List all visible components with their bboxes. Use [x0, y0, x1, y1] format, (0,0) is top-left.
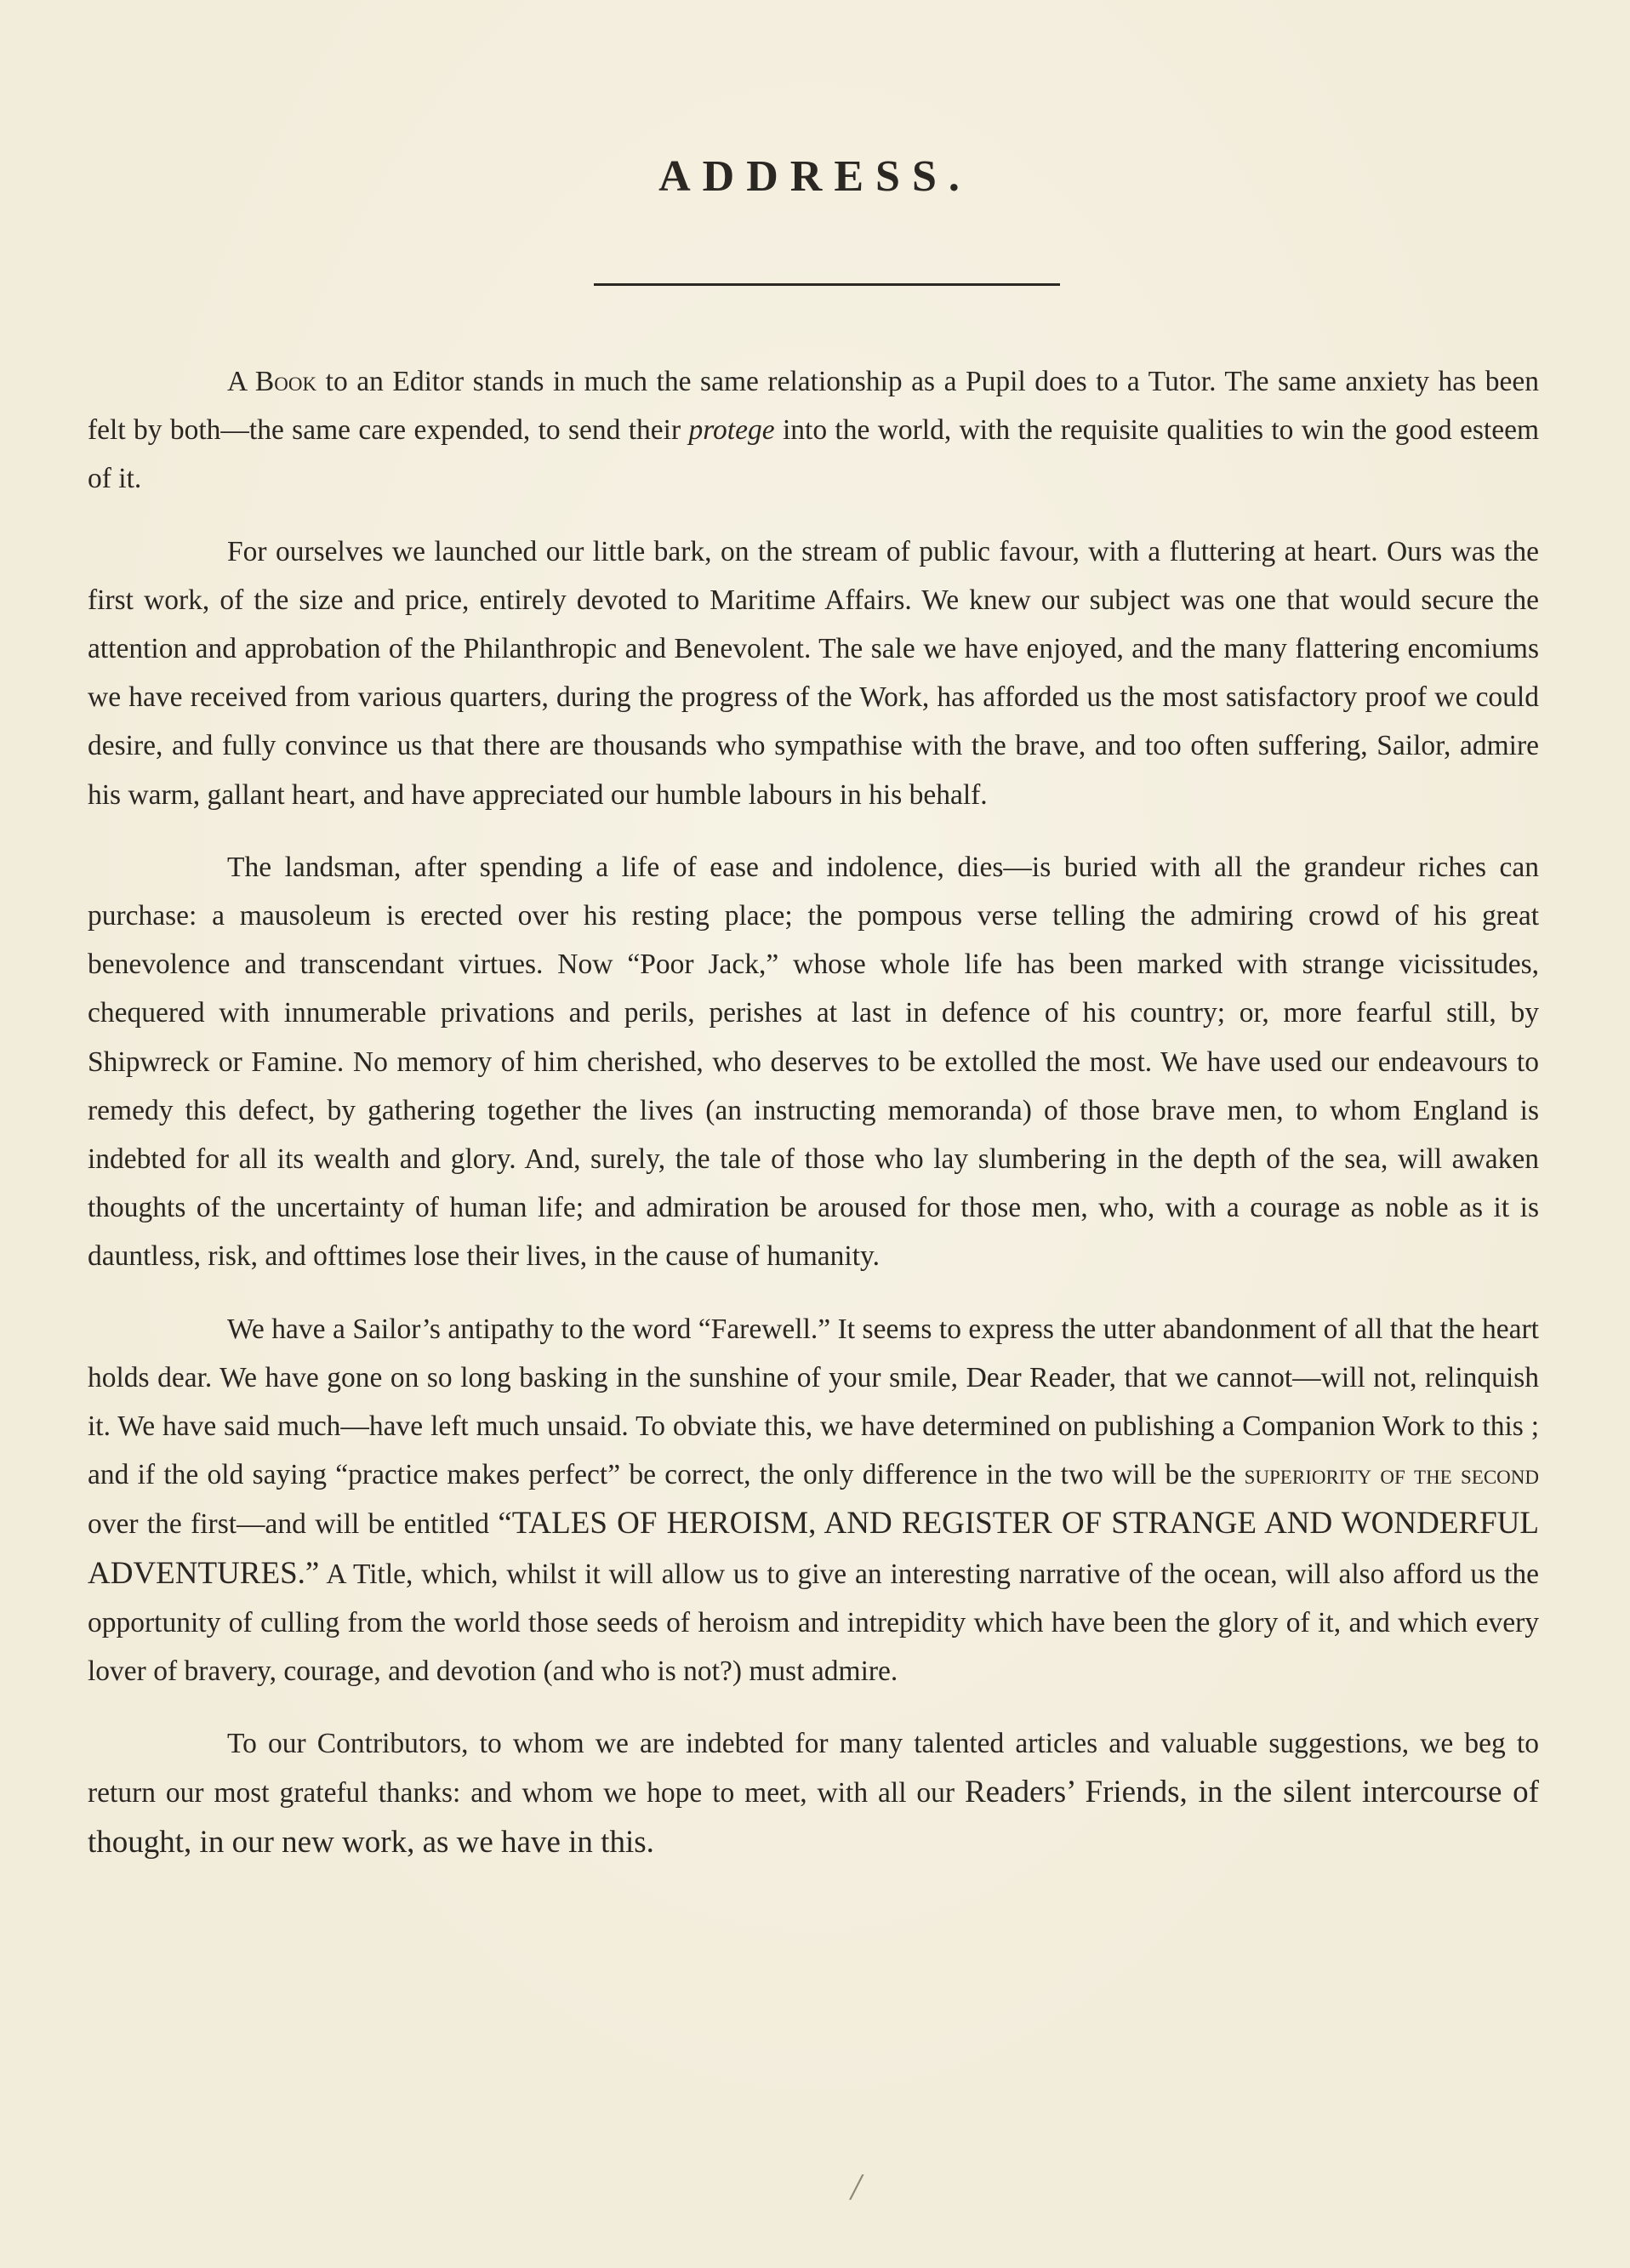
large-text-segment: Readers’ Friends, in the silent intercourse of thought, in our new work, as we have in this.	[88, 1775, 1540, 1860]
text-segment: To our Contributors, to whom we are indebted for many talented articles and valuable suggestions, we beg to return our most grateful thanks: and whom we hope to meet, with all our	[88, 1728, 1539, 1809]
paragraph-3	[88, 843, 1539, 1281]
footer-mark: /	[851, 2166, 862, 2208]
text-segment: We have a Sailor’s antipathy to the word “Farewell.” It seems to express the utter abandonment of all that the heart holds dear. We have gone on so long basking in the sunshine of your smile, Dear Reader, that we cannot—will not, relinquish it. We have said much—have left much unsaid. To obviate this, we have determined on publishing a Companion Work to this ; and if the old saying “practice makes perfect” be correct, the only difference in the two will be the	[88, 1313, 1539, 1491]
text-segment: The landsman, after spending a life of ease and indolence, dies—is buried with all the grandeur riches can purchase: a mausoleum is erected over his resting place; the pompous verse telling the admiring crowd of his great benevolence and transcendant virtues. Now “Poor Jack,” whose whole life has been marked with strange vicissitudes, chequered with innumerable privations and perils, perishes at last in defence of his country; or, more fearful still, by Shipwreck or Famine. No memory of him cherished, who deserves to be extolled the most. We have used our endeavours to remedy this defect, by gathering together the lives (an instructing memoranda) of those brave men, to whom England is indebted for all its wealth and glory. And, surely, the tale of those who lay slumbering in the depth of the sea, will awaken thoughts of the uncertainty of human life; and admiration be aroused for those men, who, with a courage as noble as it is dauntless, risk, and ofttimes lose their lives, in the cause of humanity.	[88, 851, 1539, 1273]
italic-segment: protege	[688, 414, 775, 447]
small-caps-segment: Book	[254, 366, 317, 397]
title-announcement: “TALES OF HEROISM, AND REGISTER OF STRANGE AND WONDERFUL ADVENTURES.”	[88, 1506, 1540, 1591]
text-segment: into the world, with the requisite qualities to win the good esteem of it.	[88, 414, 1539, 495]
text-segment: A	[227, 366, 255, 397]
paragraph-1	[88, 357, 1539, 504]
text-segment: A Title, which, whilst it will allow us to give an interesting narrative of the ocean, will also afford us the opportunity of culling from the world those seeds of heroism and intrepidity which have been the glory of it, and which every lover of bravery, courage, and devotion (and who is not?) must admire.	[88, 1558, 1539, 1688]
paragraph-4	[88, 1305, 1539, 1696]
text-segment: to an Editor stands in much the same relationship as a Pupil does to a Tutor. The same anxiety has been felt by both—the same care expended, to send their	[88, 366, 1539, 447]
paragraph-2	[88, 527, 1539, 819]
text-segment: For ourselves we launched our little bark, on the stream of public favour, with a fluttering at heart. Ours was the first work, of the size and price, entirely devoted to Maritime Affairs. We knew our subject was one that would secure the attention and approbation of the Philanthropic and Benevolent. The sale we have enjoyed, and the many flattering encomiums we have received from various quarters, during the progress of the Work, has afforded us the most satisfactory proof we could desire, and fully convince us that there are thousands who sympathise with the brave, and too often suffering, Sailor, admire his warm, gallant heart, and have appreciated our humble labours in his behalf.	[88, 535, 1539, 811]
text-segment: over the first—and will be entitled	[88, 1508, 499, 1541]
title-rule	[594, 283, 1060, 286]
small-caps-segment: superiority of the second	[1244, 1459, 1539, 1491]
paragraph-5	[88, 1719, 1539, 1867]
page-title: ADDRESS.	[658, 152, 972, 201]
document-body	[88, 357, 1539, 1891]
